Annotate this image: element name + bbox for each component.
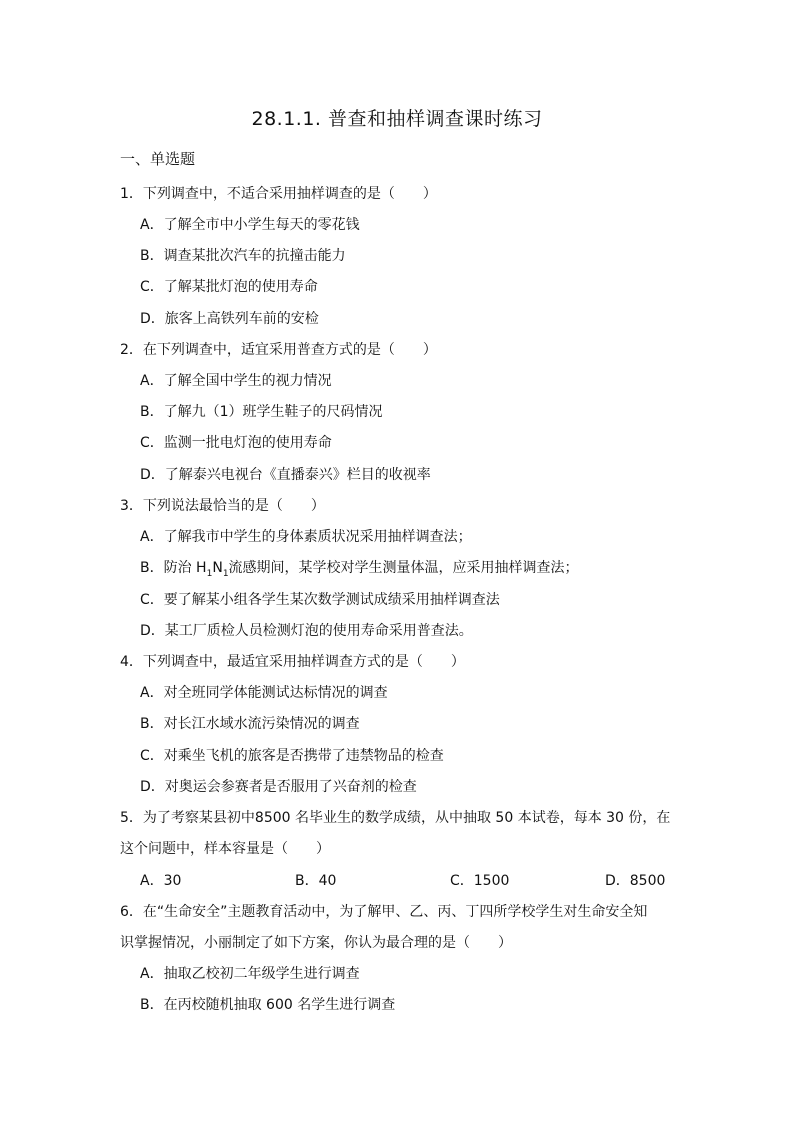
question-2-option-b: B．了解九（1）班学生鞋子的尺码情况: [140, 404, 383, 420]
question-1-option-c: C．了解某批灯泡的使用寿命: [140, 279, 318, 295]
option-b-suffix: 流感期间，某学校对学生测量体温，应采用抽样调查法；: [228, 560, 579, 576]
question-6-option-b: B．在丙校随机抽取 600 名学生进行调查: [140, 997, 396, 1013]
question-5-option-a: A．30: [140, 873, 182, 889]
question-3-stem: 3．下列说法最恰当的是（ ）: [120, 498, 325, 514]
question-2-option-d: D．了解泰兴电视台《直播泰兴》栏目的收视率: [140, 467, 431, 483]
question-1-option-a: A．了解全市中小学生每天的零花钱: [140, 217, 360, 233]
subscript-2: 1: [222, 568, 229, 579]
question-4-stem: 4．下列调查中，最适宜采用抽样调查方式的是（ ）: [120, 654, 465, 670]
question-4-option-b: B．对长江水域水流污染情况的调查: [140, 716, 360, 732]
question-3-option-c: C．要了解某小组各学生某次数学测试成绩采用抽样调查法: [140, 592, 500, 608]
option-b-prefix: B．防治 H: [140, 560, 207, 576]
question-6-stem-line1: 6．在“生命安全”主题教育活动中，为了解甲、乙、丙、丁四所学校学生对生命安全知: [120, 904, 648, 920]
question-6-stem-line2: 识掌握情况，小丽制定了如下方案，你认为最合理的是（ ）: [120, 935, 512, 951]
question-3-option-a: A．了解我市中学生的身体素质状况采用抽样调查法；: [140, 529, 472, 545]
question-4-option-d: D．对奥运会参赛者是否服用了兴奋剂的检查: [140, 779, 417, 795]
section-heading: 一、单选题: [120, 150, 196, 168]
question-2-stem: 2．在下列调查中，适宜采用普查方式的是（ ）: [120, 342, 437, 358]
question-1-stem: 1．下列调查中，不适合采用抽样调查的是（ ）: [120, 186, 437, 202]
question-5-stem-line2: 这个问题中，样本容量是（ ）: [120, 841, 330, 857]
subscript-1: 1: [206, 568, 213, 579]
question-5-option-d: D．8500: [605, 873, 666, 889]
question-3-option-d: D．某工厂质检人员检测灯泡的使用寿命采用普查法。: [140, 623, 473, 639]
question-3-option-b: [140, 558, 579, 584]
question-5-stem-line1: 5．为了考察某县初中8500 名毕业生的数学成绩，从中抽取 50 本试卷，每本 30 份，在: [120, 810, 671, 826]
option-b-mid: N: [212, 560, 223, 576]
question-2-option-c: C．监测一批电灯泡的使用寿命: [140, 435, 332, 451]
question-1-option-d: D．旅客上高铁列车前的安检: [140, 311, 319, 327]
page-title: 28.1.1. 普查和抽样调查课时练习: [251, 108, 543, 130]
question-5-option-b: B．40: [295, 873, 337, 889]
question-6-option-a: A．抽取乙校初二年级学生进行调查: [140, 966, 360, 982]
question-4-option-c: C．对乘坐飞机的旅客是否携带了违禁物品的检查: [140, 748, 444, 764]
question-5-option-c: C．1500: [450, 873, 510, 889]
question-1-option-b: B．调查某批次汽车的抗撞击能力: [140, 248, 346, 264]
question-2-option-a: A．了解全国中学生的视力情况: [140, 373, 332, 389]
question-4-option-a: A．对全班同学体能测试达标情况的调查: [140, 685, 388, 701]
